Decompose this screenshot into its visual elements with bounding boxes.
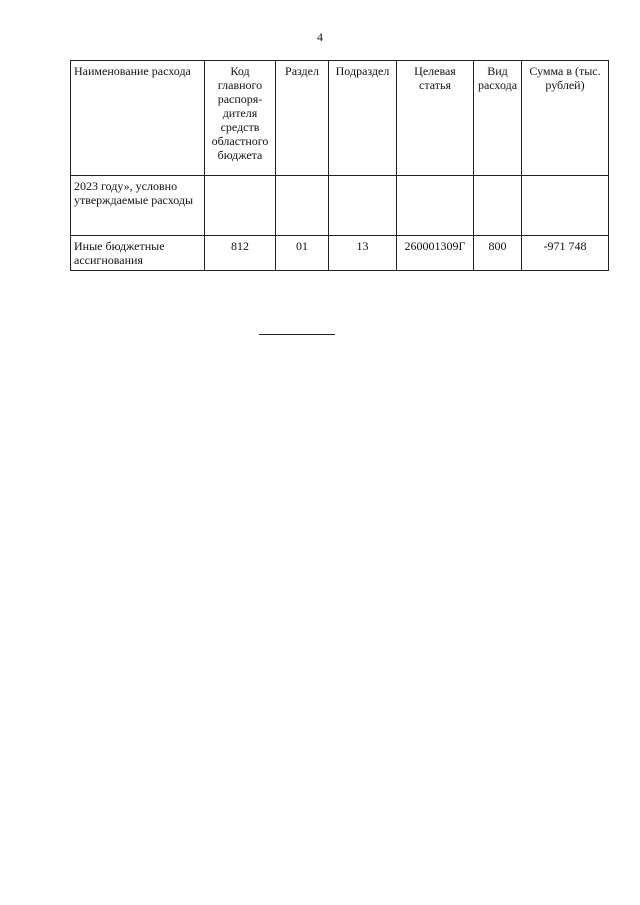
header-manager-code: Код главного распоря-дителя средств областного бюджета bbox=[205, 61, 276, 176]
header-subsection: Подраздел bbox=[329, 61, 397, 176]
cell-expense-type bbox=[474, 176, 522, 236]
cell-section: 01 bbox=[276, 236, 329, 271]
cell-expense-name: Иные бюджетные ассигнования bbox=[71, 236, 205, 271]
expenses-table bbox=[70, 60, 609, 271]
cell-amount: -971 748 bbox=[522, 236, 609, 271]
cell-target-article: 260001309Г bbox=[397, 236, 474, 271]
header-expense-type: Вид расхода bbox=[474, 61, 522, 176]
cell-subsection bbox=[329, 176, 397, 236]
cell-expense-name: 2023 году», условно утверждаемые расходы bbox=[71, 176, 205, 236]
cell-section bbox=[276, 176, 329, 236]
separator-line bbox=[259, 334, 335, 335]
table-row bbox=[71, 176, 609, 236]
cell-expense-type: 800 bbox=[474, 236, 522, 271]
table-row bbox=[71, 236, 609, 271]
table-header-row bbox=[71, 61, 609, 176]
header-target-article: Целевая статья bbox=[397, 61, 474, 176]
cell-target-article bbox=[397, 176, 474, 236]
cell-manager-code: 812 bbox=[205, 236, 276, 271]
cell-amount bbox=[522, 176, 609, 236]
header-amount: Сумма в (тыс. рублей) bbox=[522, 61, 609, 176]
page-number: 4 bbox=[317, 30, 323, 44]
header-section: Раздел bbox=[276, 61, 329, 176]
cell-manager-code bbox=[205, 176, 276, 236]
header-expense-name: Наименование расхода bbox=[71, 61, 205, 176]
cell-subsection: 13 bbox=[329, 236, 397, 271]
